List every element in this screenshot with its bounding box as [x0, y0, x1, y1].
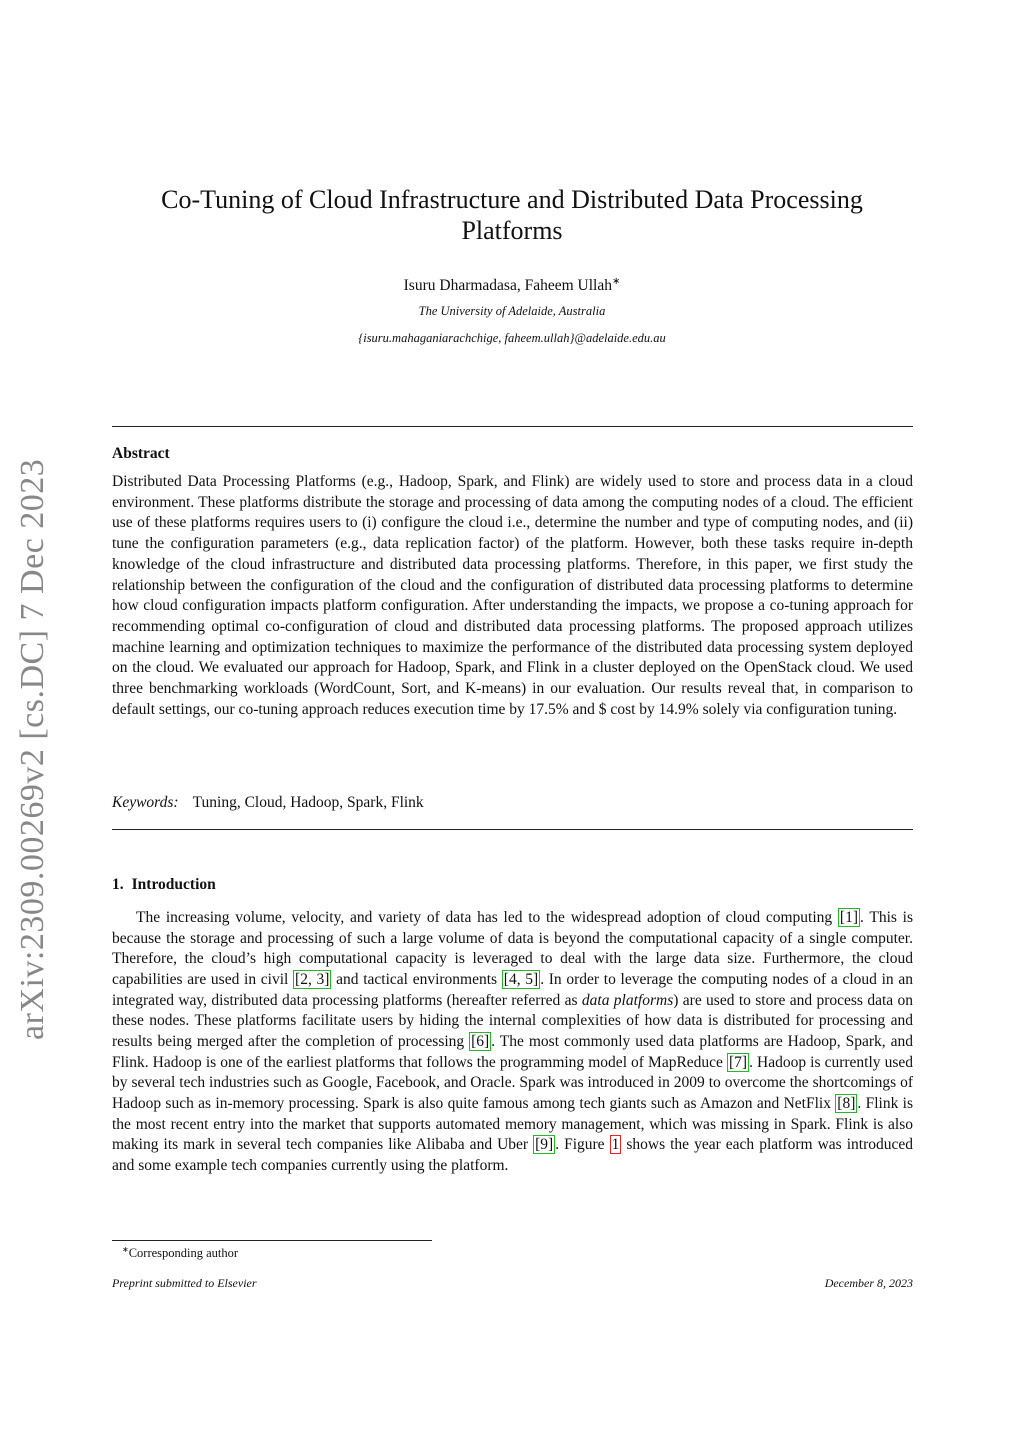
- citation-link[interactable]: [8]: [837, 1094, 856, 1112]
- abstract-text: Distributed Data Processing Platforms (e.g., Hadoop, Spark, and Flink) are widely used to store and process data in a cloud environment. These platforms distribute the storage and processing of data among the computing nodes of a cloud. The efficient use of these platforms requires users to (i) configure the cloud i.e., determine the number and type of computing nodes, and (ii) tune the configuration parameters (e.g., data replication factor) of the platform. However, both these tasks require in-depth knowledge of the cloud infrastructure and distributed data processing platforms. Therefore, in this paper, we first study the relationship between the configuration of the cloud and the configuration of distributed data processing platforms to determine how cloud configuration impacts platform configuration. After understanding the impacts, we propose a co-tuning approach for recommending optimal co-configuration of cloud and distributed data processing platforms. The proposed approach utilizes machine learning and optimization techniques to maximize the performance of the distributed data processing system deployed on the cloud. We evaluated our approach for Hadoop, Spark, and Flink in a cluster deployed on the OpenStack cloud. We used three benchmarking workloads (WordCount, Sort, and K-means) in our evaluation. Our results reveal that, in comparison to default settings, our co-tuning approach reduces execution time by 17.5% and $ cost by 14.9% solely via configuration tuning.: [112, 473, 913, 718]
- preprint-date: December 8, 2023: [824, 1276, 913, 1290]
- keywords: [112, 794, 913, 812]
- introduction-paragraph: [112, 908, 913, 1177]
- intro-text: . In order to leverage the computing nodes of a cloud in an integrated way, distributed data processing platforms (hereafter referred as: [112, 970, 913, 1009]
- citation-link[interactable]: [7]: [729, 1053, 748, 1071]
- section-title: Introduction: [131, 876, 216, 893]
- intro-text: . This is because the storage and processing of such a large volume of data is beyond the computational capacity of a single computer. Therefore, the cloud’s high computational capacity is leveraged to deal with the large data size. Furthermore, the cloud capabilities are used in civil: [112, 909, 913, 988]
- intro-text: shows the year each platform was introduced and some example tech companies currently using the platform.: [112, 1136, 914, 1174]
- footnote-text: Corresponding author: [128, 1246, 239, 1261]
- author-emails: {isuru.mahaganiarachchige, faheem.ullah}@adelaide.edu.au: [358, 331, 666, 345]
- intro-text: . The most commonly used data platforms are Hadoop, Spark, and Flink. Hadoop is one of the earliest platforms that follows the programming model of MapReduce: [112, 1032, 913, 1071]
- abstract-top-rule: [112, 426, 913, 427]
- keywords-list: Tuning, Cloud, Hadoop, Spark, Flink: [192, 794, 424, 811]
- abstract-bottom-rule: [112, 829, 913, 830]
- footnote-mark: ∗: [122, 1245, 129, 1254]
- corresponding-author-mark: ∗: [611, 276, 621, 287]
- keywords-label: Keywords:: [112, 794, 179, 811]
- paper-title: Co-Tuning of Cloud Infrastructure and Distributed Data Processing Platforms: [161, 185, 863, 245]
- arxiv-side-stamp: arXiv:2309.00269v2 [cs.DC] 7 Dec 2023: [14, 458, 51, 1040]
- intro-text: The increasing volume, velocity, and variety of data has led to the widespread adoption of cloud computing: [136, 909, 838, 926]
- intro-text: . Figure: [555, 1136, 610, 1154]
- intro-text: ) are used to store and process data on these nodes. These platforms facilitate users by hiding the internal complexities of how data is distributed for processing and results being merged after the completion of processing: [112, 991, 913, 1050]
- citation-link[interactable]: [6]: [471, 1032, 490, 1050]
- authors: [112, 276, 912, 295]
- intro-emphasis: data platforms: [581, 991, 674, 1009]
- affiliation: The University of Adelaide, Australia: [418, 304, 606, 318]
- intro-text: . Hadoop is currently used by several tech industries such as Google, Facebook, and Oracle. Spark was introduced in 2009 to overcome the shortcomings of Hadoop such as in-memory processing. Spark is also quite famous among tech giants such as Amazon and NetFlix: [112, 1053, 913, 1112]
- abstract-heading: Abstract: [112, 445, 170, 462]
- citation-link[interactable]: [4, 5]: [503, 970, 539, 988]
- citation-link[interactable]: [2, 3]: [295, 970, 330, 988]
- intro-text: and tactical environments: [331, 970, 502, 988]
- section-number: 1.: [112, 876, 124, 893]
- footnote: [122, 1245, 238, 1261]
- section-heading-introduction: [112, 876, 216, 894]
- intro-text: . Flink is the most recent entry into the market that supports automated memory management, which was missing in Spark. Flink is also making its mark in several tech companies like Alibaba and Uber: [112, 1094, 913, 1154]
- citation-link[interactable]: [9]: [535, 1136, 554, 1154]
- preprint-note: Preprint submitted to Elsevier: [112, 1276, 257, 1290]
- figure-reference-link[interactable]: 1: [611, 1136, 620, 1154]
- citation-link[interactable]: [1]: [839, 909, 858, 926]
- footnote-rule: [112, 1240, 432, 1241]
- author-names: Isuru Dharmadasa, Faheem Ullah: [403, 277, 612, 295]
